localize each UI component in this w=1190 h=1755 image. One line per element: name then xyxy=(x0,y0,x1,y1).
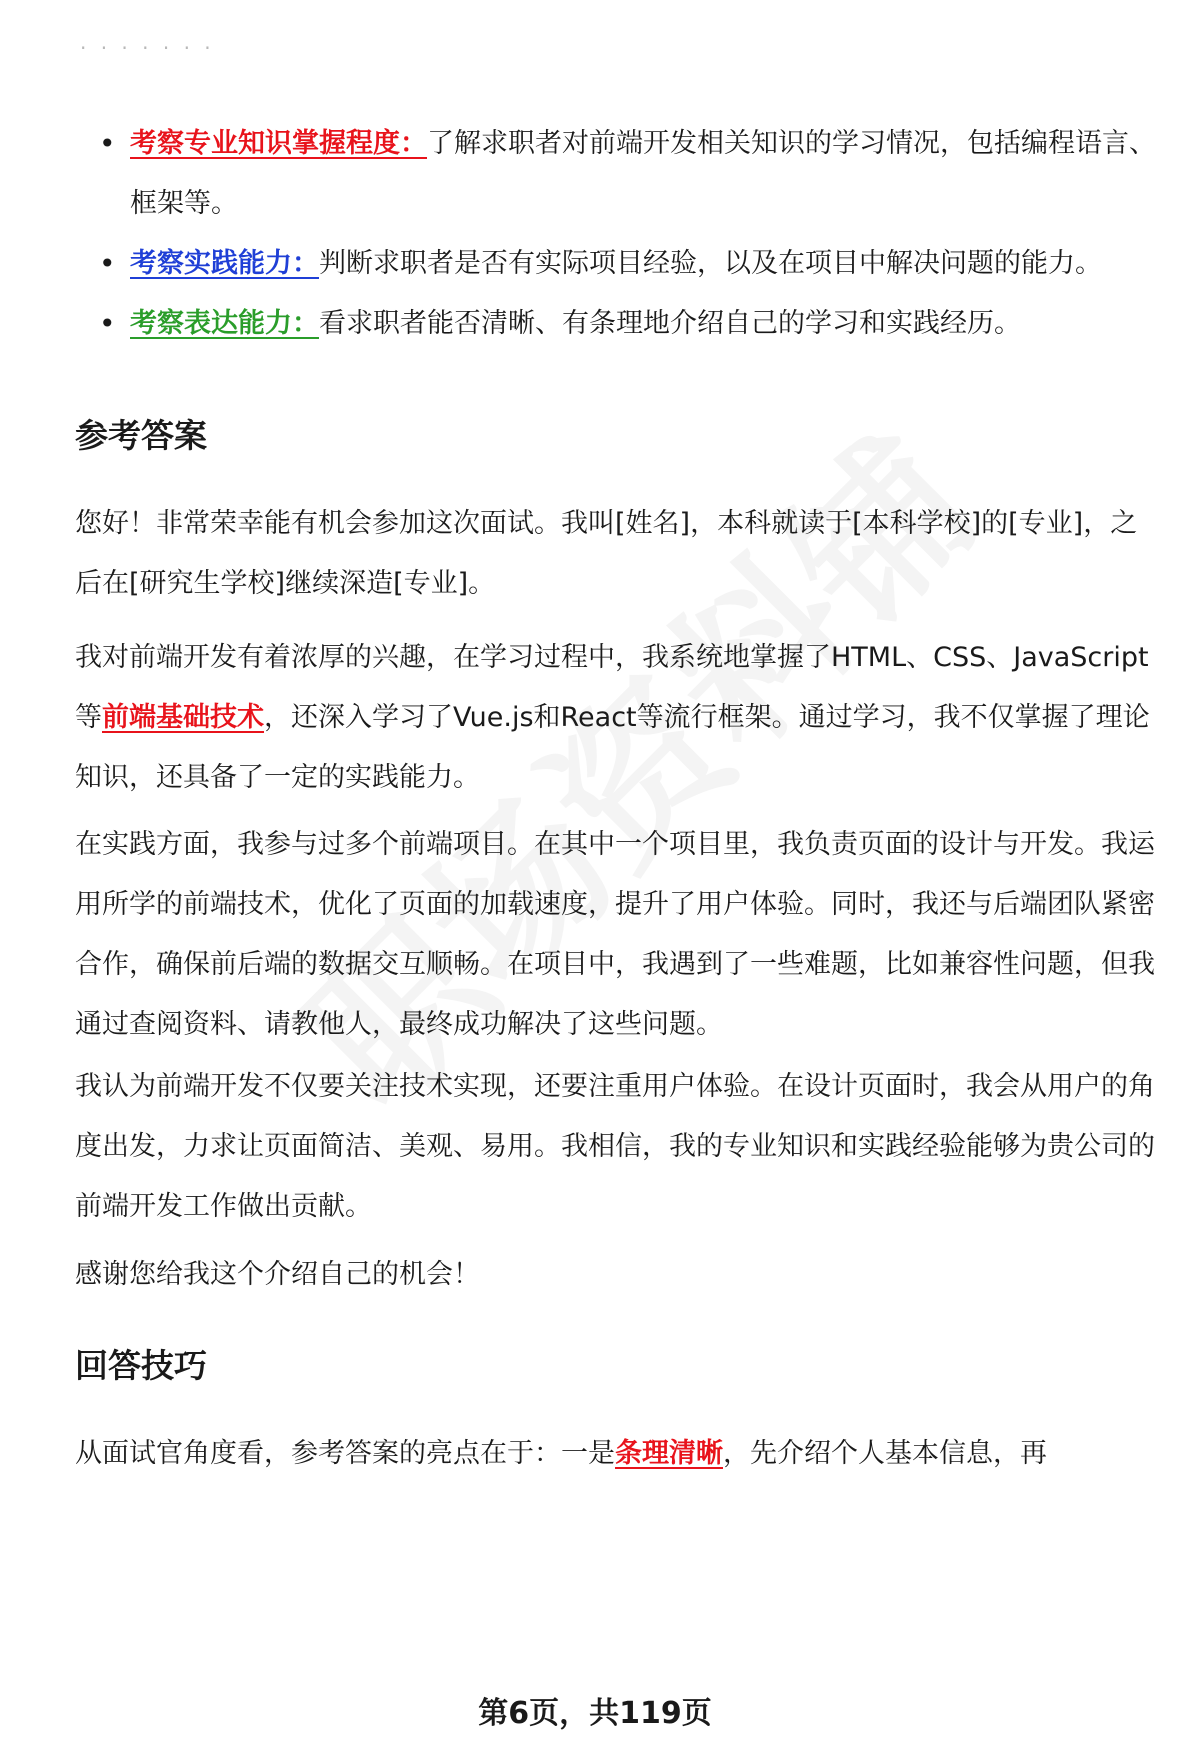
answer-paragraph-2 xyxy=(75,628,1160,808)
criteria-keyword[interactable]: 考察表达能力： xyxy=(130,308,319,339)
bullet-icon: • xyxy=(99,247,116,280)
criteria-keyword[interactable]: 考察专业知识掌握程度： xyxy=(130,128,427,159)
bullet-icon: • xyxy=(99,127,116,160)
answer-paragraph-5: 感谢您给我这个介绍自己的机会！ xyxy=(75,1259,480,1290)
criteria-text: 了解求职者对前端开发相关知识的学习情况，包括编程语言、框架等。 xyxy=(130,128,1156,219)
answer-paragraph-4: 我认为前端开发不仅要关注技术实现，还要注重用户体验。在设计页面时，我会从用户的角度出发，力求让页面简洁、美观、易用。我相信，我的专业知识和实践经验能够为贵公司的前端开发工作做出贡献。 xyxy=(75,1071,1155,1222)
bullet-icon: • xyxy=(99,307,116,340)
answer-paragraph-1: 您好！非常荣幸能有机会参加这次面试。我叫[姓名]，本科就读于[本科学校]的[专业]，之后在[研究生学校]继续深造[专业]。 xyxy=(75,508,1138,599)
list-item xyxy=(75,294,1160,354)
criteria-text: 看求职者能否清晰、有条理地介绍自己的学习和实践经历。 xyxy=(319,308,1021,339)
page-number: 第6页，共119页 xyxy=(478,1696,712,1731)
paragraph-text: ，先介绍个人基本信息，再 xyxy=(723,1438,1047,1469)
paragraph-text: ，还深入学习了Vue.js和React等流行框架。通过学习，我不仅掌握了理论知识，还具备了一定的实践能力。 xyxy=(75,702,1150,793)
section-heading-reference-answer: 参考答案 xyxy=(75,416,207,455)
paragraph-text: 从面试官角度看，参考答案的亮点在于：一是 xyxy=(75,1438,615,1469)
list-item xyxy=(75,114,1160,234)
list-item xyxy=(75,234,1160,294)
criteria-keyword[interactable]: 考察实践能力： xyxy=(130,248,319,279)
answer-paragraph-3: 在实践方面，我参与过多个前端项目。在其中一个项目里，我负责页面的设计与开发。我运用所学的前端技术，优化了页面的加载速度，提升了用户体验。同时，我还与后端团队紧密合作，确保前后端的数据交互顺畅。在项目中，我遇到了一些难题，比如兼容性问题，但我通过查阅资料、请教他人，最终成功解决了这些问题。 xyxy=(75,829,1155,1040)
criteria-text: 判断求职者是否有实际项目经验，以及在项目中解决问题的能力。 xyxy=(319,248,1102,279)
cut-off-text-fragment: · · · · · · · xyxy=(80,36,215,60)
section-heading-answer-tips: 回答技巧 xyxy=(75,1346,207,1385)
paragraph-text: 我对前端开发有着浓厚的兴趣，在学习过程中，我系统地掌握了HTML、CSS、JavaScript等 xyxy=(75,642,1149,733)
criteria-list xyxy=(75,114,1160,354)
frontend-basics-link[interactable]: 前端基础技术 xyxy=(102,702,264,733)
clear-structure-link[interactable]: 条理清晰 xyxy=(615,1438,723,1469)
tips-paragraph xyxy=(75,1424,1160,1484)
